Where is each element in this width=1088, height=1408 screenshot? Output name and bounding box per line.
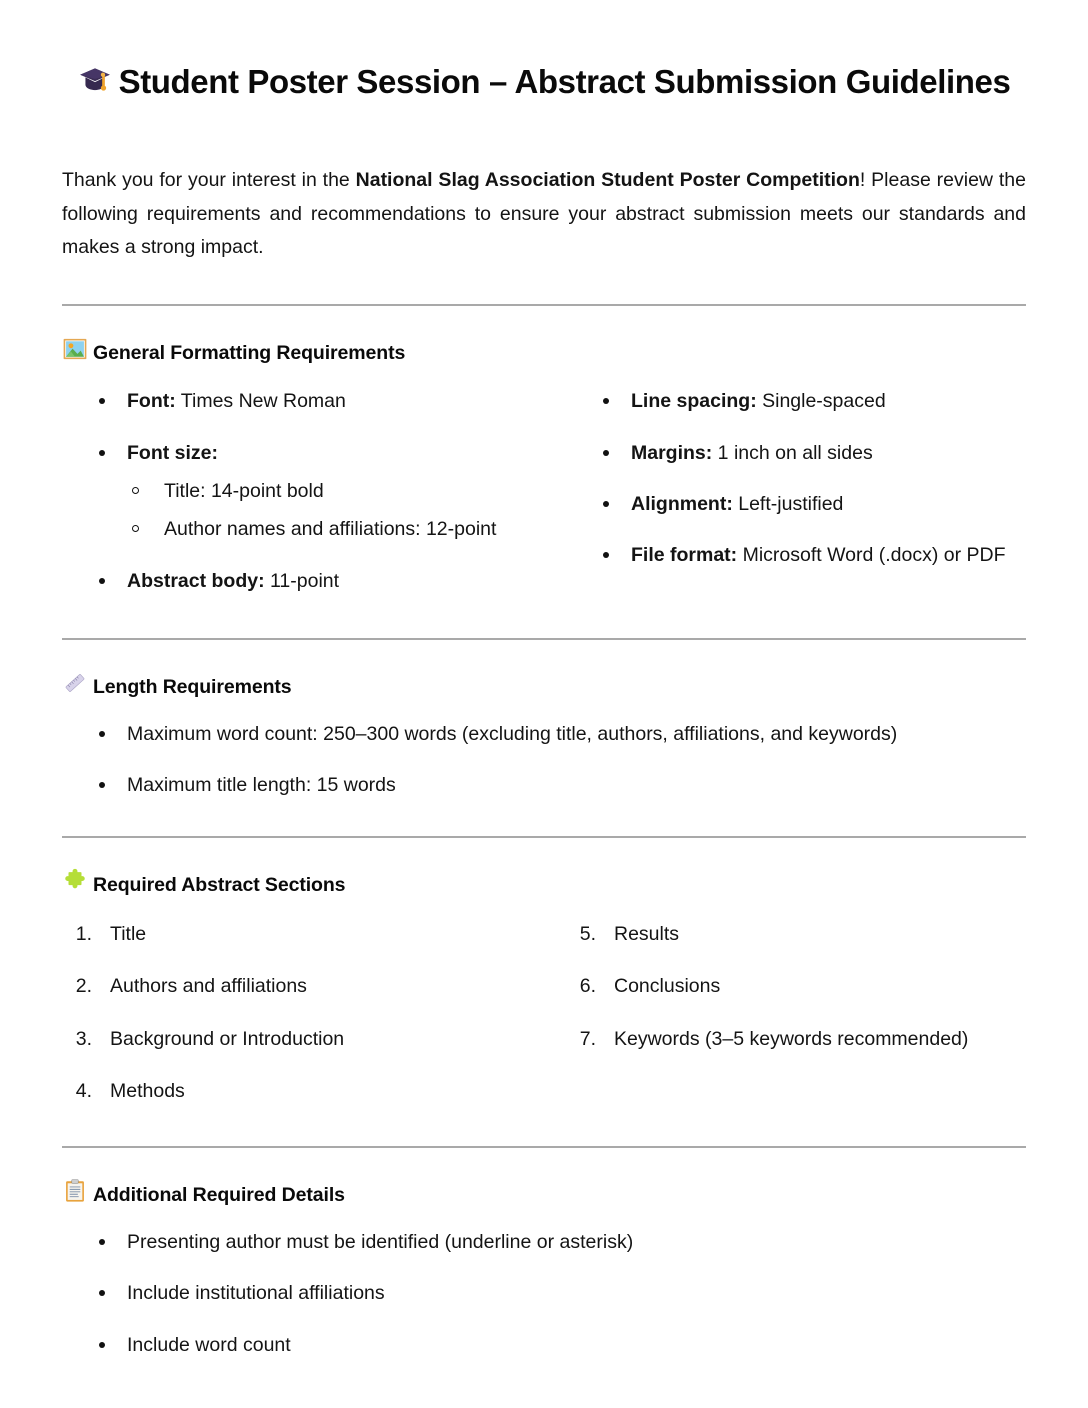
list-item <box>62 566 544 596</box>
list-item-label: Abstract body: <box>127 569 265 592</box>
list-item-value: 1 inch on all sides <box>712 441 873 464</box>
list-item-number: 3. <box>75 1027 92 1050</box>
list-item-text: Results <box>614 922 680 945</box>
graduation-cap-icon <box>78 63 112 97</box>
list-item <box>566 438 1026 468</box>
list-item: Include word count <box>62 1330 1026 1360</box>
required-sections-left-list <box>62 919 544 1107</box>
required-sections-right-list <box>566 919 1026 1054</box>
numbered-list-item <box>566 971 1026 1001</box>
list-item-text: Authors and affiliations <box>110 975 307 998</box>
list-item-number: 6. <box>579 975 596 998</box>
numbered-list-item <box>62 919 544 949</box>
required-sections-columns <box>0 899 1088 1107</box>
section-heading-formatting-text: General Formatting Requirements <box>93 341 406 364</box>
list-item-value: Left-justified <box>732 493 844 515</box>
section-heading-length <box>0 640 1088 700</box>
list-item-value: 11-point <box>264 569 340 592</box>
list-item-text: Background or Introduction <box>110 1027 345 1050</box>
list-item: Presenting author must be identified (underline or asterisk) <box>62 1227 1026 1257</box>
formatting-right-list <box>566 386 1026 571</box>
list-item-label: Alignment: <box>631 493 733 515</box>
intro-text-before: Thank you for your interest in the <box>62 169 356 192</box>
list-item-value: Single-spaced <box>756 390 886 413</box>
list-subitem: Title: 14-point bold <box>127 476 544 506</box>
ruler-icon <box>62 670 88 696</box>
intro-paragraph <box>0 102 1088 265</box>
list-item <box>566 489 1026 519</box>
additional-list <box>62 1227 1026 1360</box>
section-heading-required-sections-text: Required Abstract Sections <box>93 874 346 897</box>
list-item <box>566 540 1026 570</box>
list-item-text: Keywords (3–5 keywords recommended) <box>614 1027 969 1050</box>
list-item-label: Font: <box>127 390 176 413</box>
list-item: Include institutional affiliations <box>62 1278 1026 1308</box>
list-item <box>62 386 544 416</box>
numbered-list-item <box>62 971 544 1001</box>
puzzle-piece-icon <box>62 868 88 894</box>
numbered-list-item <box>566 1024 1026 1054</box>
required-sections-left-column <box>62 901 544 1107</box>
list-item <box>566 386 1026 416</box>
list-item-label: File format: <box>631 544 738 567</box>
section-heading-additional-text: Additional Required Details <box>93 1184 345 1207</box>
list-item-label: Line spacing: <box>631 390 757 413</box>
list-item-text: Title <box>110 922 147 945</box>
page-title <box>0 0 1088 102</box>
numbered-list-item <box>62 1024 544 1054</box>
list-item-number: 5. <box>579 922 596 945</box>
numbered-list-item <box>566 919 1026 949</box>
clipboard-icon <box>62 1178 88 1204</box>
section-heading-additional <box>0 1148 1088 1208</box>
list-item: Maximum word count: 250–300 words (excluding title, authors, affiliations, and keywords) <box>62 719 1026 749</box>
list-item-value: Microsoft Word (.docx) or PDF <box>737 544 1006 567</box>
list-item-number: 2. <box>75 975 92 998</box>
list-subitem: Author names and affiliations: 12-point <box>127 514 544 544</box>
framed-picture-icon <box>62 336 88 362</box>
length-body <box>0 719 1088 801</box>
page-title-text: Student Poster Session – Abstract Submission Guidelines <box>118 63 1011 100</box>
list-item: Maximum title length: 15 words <box>62 770 1026 800</box>
list-item <box>62 438 544 545</box>
section-heading-length-text: Length Requirements <box>93 676 292 699</box>
list-item-number: 4. <box>75 1079 92 1102</box>
section-heading-required-sections <box>0 838 1088 898</box>
list-item-label: Margins: <box>631 441 713 464</box>
formatting-columns <box>0 366 1088 596</box>
list-item-label: Font size: <box>127 441 218 464</box>
intro-competition-name: National Slag Association Student Poster Competition <box>355 169 860 192</box>
section-heading-formatting <box>0 306 1088 366</box>
list-item-value: Times New Roman <box>175 390 346 413</box>
font-size-sublist <box>127 476 544 545</box>
formatting-left-column <box>62 368 544 596</box>
list-item-text: Conclusions <box>614 975 721 998</box>
additional-body <box>0 1227 1088 1360</box>
length-list <box>62 719 1026 801</box>
intro-text-after: ! Please review the following requirements and recommendations to ensure your abstract submission meets our standards and makes a strong impact. <box>62 169 1026 259</box>
list-item-number: 7. <box>579 1027 596 1050</box>
list-item-text: Methods <box>110 1079 185 1102</box>
formatting-right-column <box>544 368 1026 596</box>
formatting-left-list <box>62 386 544 596</box>
numbered-list-item <box>62 1076 544 1106</box>
list-item-number: 1. <box>75 922 92 945</box>
required-sections-right-column <box>544 901 1026 1107</box>
